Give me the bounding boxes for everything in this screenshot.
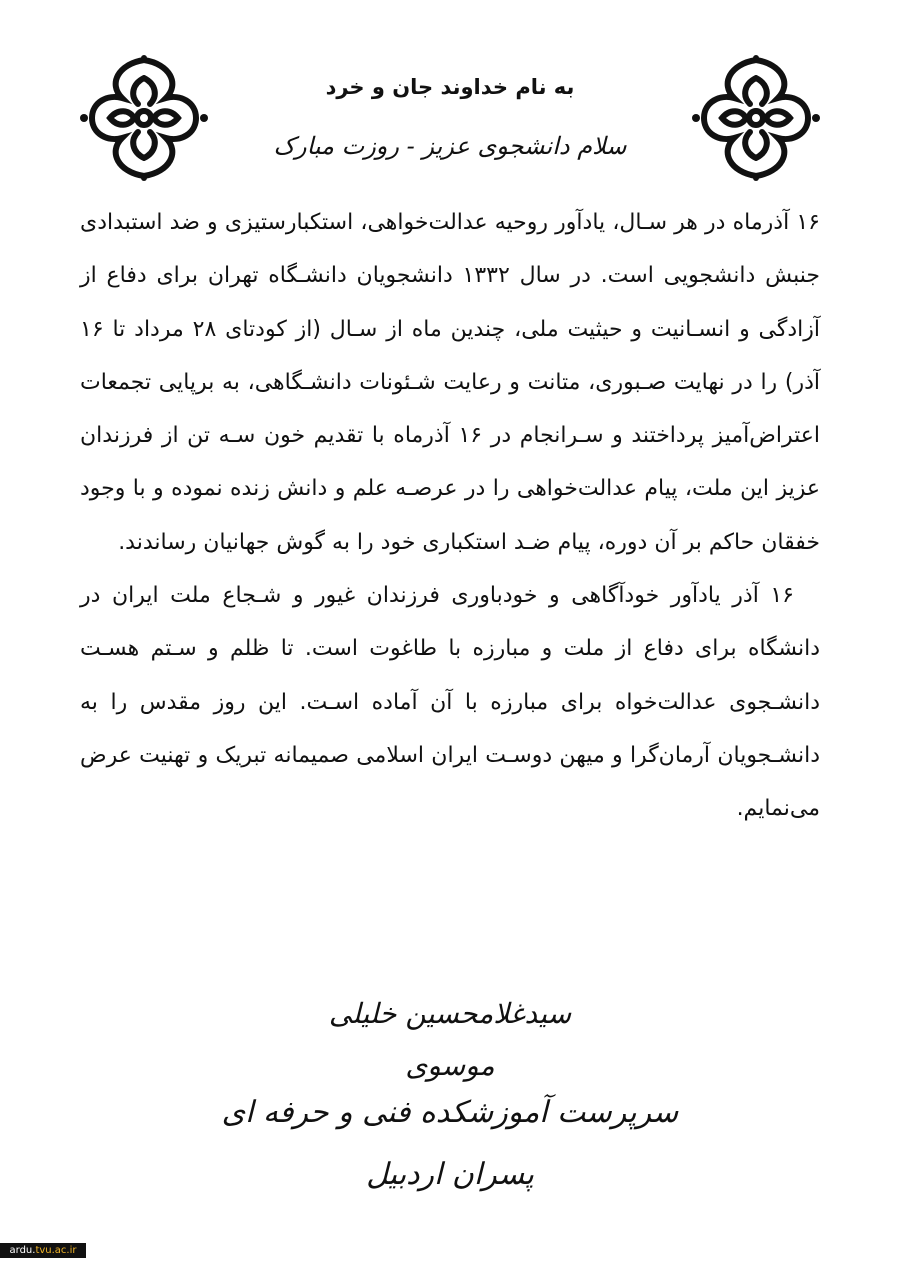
- basmala-heading: به نام خداوند جان و خرد: [325, 75, 575, 99]
- paragraph-1: ۱۶ آذرماه در هر سـال، یادآور روحیه عدالت‌خواهی، استکبارستیزی و ضد استبدادی جنبش دانشجویی است. در سال ۱۳۳۲ دانشجویان دانشـگاه تهران برای دفاع از آزادگی و انسـانیت و حیثیت ملی، چندین ماه از سـال (از کودتای ۲۸ مرداد تا ۱۶ آذر) را در نهایت صـبوری، متانت و رعایت شـئونات دانشـگاهی، به برپایی تجمعات اعتراض‌آمیز پرداختند و سـرانجام در ۱۶ آذرماه با تقدیم خون سـه تن از فرزندان عزیز این ملت، پیام عدالت‌خواهی را در عرصـه علم و دانش زنده نموده و با وجود خفقان حاکم بر آن دوره، پیام ضـد استکباری خود را به گوش جهانیان رساندند.: [80, 210, 821, 555]
- letter-body: [80, 196, 820, 836]
- arabesque-ornament-left: [78, 54, 210, 182]
- signature-name: سیدغلامحسین خلیلی موسوی: [328, 997, 572, 1082]
- paragraph-2: ۱۶ آذر یادآور خودآگاهی و خودباوری فرزندان غیور و شـجاع ملت ایران در دانشگاه برای دفاع از ملت و مبارزه با طاغوت است. تا ظلم و سـتم هسـت دانشـجوی عدالت‌خواه برای مبارزه با آن آماده اسـت. این روز مقدس را به دانشـجویان آرمان‌گرا و میهن دوسـت ایران اسلامی صمیمانه تبریک و تهنیت عرض می‌نمایم.: [80, 583, 820, 822]
- watermark-domain: tvu.ac.ir: [35, 1245, 77, 1256]
- greeting-line: سلام دانشجوی عزیز - روزت مبارک: [273, 132, 627, 160]
- watermark-prefix: ardu.: [9, 1245, 36, 1256]
- arabesque-ornament-icon: [690, 54, 822, 182]
- arabesque-ornament-right: [690, 54, 822, 182]
- arabesque-ornament-icon: [78, 54, 210, 182]
- site-watermark: [0, 1243, 86, 1258]
- signatory-title: سرپرست آموزشکده فنی و حرفه ای پسران اردبیل: [221, 1095, 679, 1192]
